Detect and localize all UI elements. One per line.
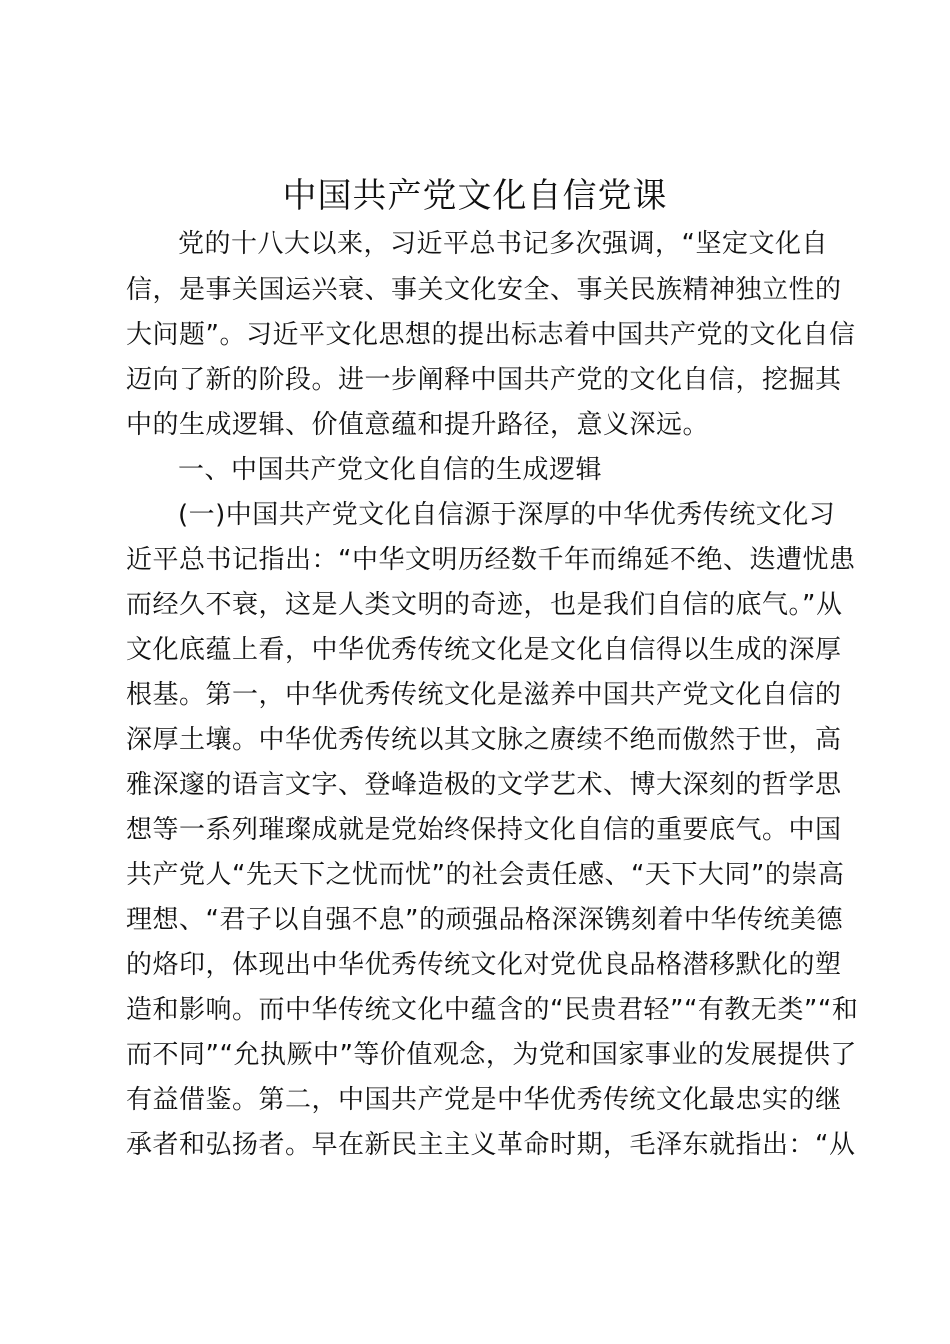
paragraph-line: 而经久不衰，这是人类文明的奇迹，也是我们自信的底气。”从 (126, 590, 843, 620)
section-heading: 一、中国共产党文化自信的生成逻辑 (178, 455, 603, 485)
paragraph-line: 理想、“君子以自强不息”的顽强品格深深镌刻着中华传统美德 (126, 905, 843, 935)
document-title: 中国共产党文化自信党课 (282, 176, 668, 216)
paragraph-line: 根基。第一，中华优秀传统文化是滋养中国共产党文化自信的 (126, 680, 842, 710)
paragraph-line: 文化底蕴上看，中华优秀传统文化是文化自信得以生成的深厚 (126, 635, 842, 665)
paragraph-line: 近平总书记指出：“中华文明历经数千年而绵延不绝、迭遭忧患 (126, 545, 856, 575)
paragraph-line: 造和影响。而中华传统文化中蕴含的“民贵君轻”“有教无类”“和 (126, 995, 859, 1025)
paragraph-line: 共产党人“先天下之忧而忧”的社会责任感、“天下大同”的崇高 (126, 860, 845, 890)
paragraph-line: 承者和弘扬者。早在新民主主义革命时期，毛泽东就指出：“从 (126, 1130, 856, 1160)
paragraph-line: 大问题”。习近平文化思想的提出标志着中国共产党的文化自信 (126, 320, 856, 350)
paragraph-line: 信，是事关国运兴衰、事关文化安全、事关民族精神独立性的 (126, 275, 842, 305)
paragraph-line: 迈向了新的阶段。进一步阐释中国共产党的文化自信，挖掘其 (126, 365, 842, 395)
paragraph-line: 党的十八大以来，习近平总书记多次强调，“坚定文化自 (178, 229, 828, 259)
paragraph-line: 中的生成逻辑、价值意蕴和提升路径，意义深远。 (126, 410, 710, 440)
paragraph-line: 雅深邃的语言文字、登峰造极的文学艺术、博大深刻的哲学思 (126, 770, 842, 800)
paragraph-line: 有益借鉴。第二，中国共产党是中华优秀传统文化最忠实的继 (126, 1085, 842, 1115)
paragraph-line: 深厚土壤。中华优秀传统以其文脉之赓续不绝而傲然于世，高 (126, 725, 842, 755)
paragraph-line: (一)中国共产党文化自信源于深厚的中华优秀传统文化习 (178, 500, 836, 530)
paragraph-line: 的烙印，体现出中华优秀传统文化对党优良品格潜移默化的塑 (126, 950, 842, 980)
paragraph-line: 想等一系列璀璨成就是党始终保持文化自信的重要底气。中国 (126, 815, 842, 845)
paragraph-line: 而不同”“允执厥中”等价值观念，为党和国家事业的发展提供了 (126, 1040, 857, 1070)
